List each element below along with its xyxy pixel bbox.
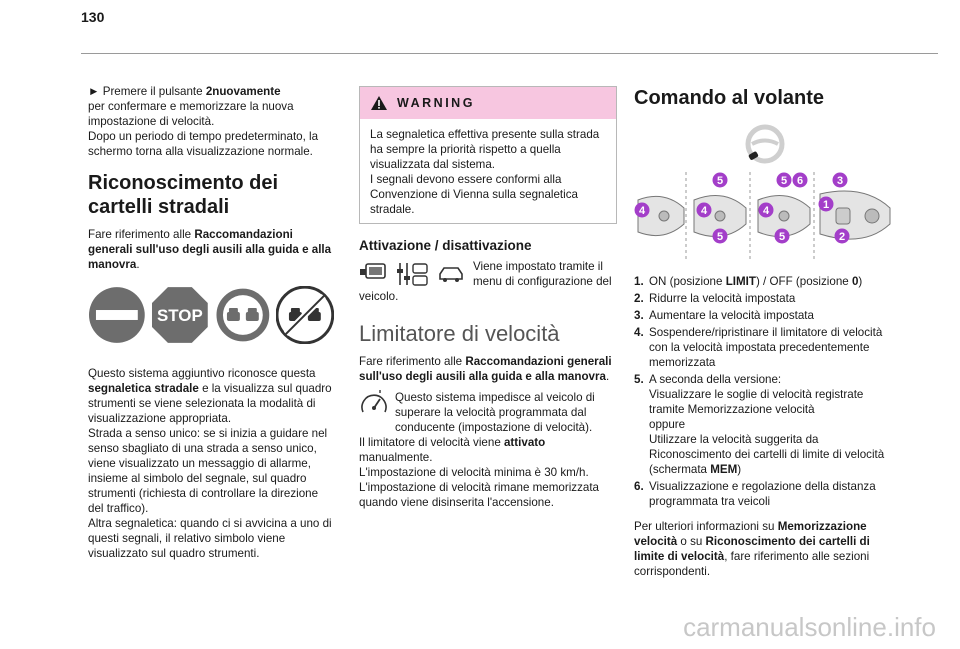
- steering-wheel-icon: [743, 124, 787, 164]
- warning-header: [360, 87, 616, 119]
- callout-label-5: 5: [716, 231, 724, 243]
- list-item: 2. Ridurre la velocità impostata: [634, 292, 796, 305]
- warning-box: [359, 86, 617, 224]
- callout-label-5: 5: [778, 231, 786, 243]
- watermark: carmanualsonline.info: [683, 612, 936, 642]
- callout-label-5: 5: [716, 175, 724, 187]
- end-no-overtaking-sign-icon: [276, 286, 334, 344]
- no-overtaking-sign-icon: [214, 286, 272, 344]
- section-heading-speed-limiter: Limitatore di velocità: [359, 321, 560, 346]
- speed-limiter-gauge-icon: [359, 390, 389, 420]
- list-item: 5. A seconda della versione: Visualizzare le soglie di velocità registrate tramite Memorizzazione velocità oppure Utilizzare la velocità suggerita da Riconoscimento dei cartelli di limite di velocità (schermata MEM): [634, 373, 885, 476]
- callout-label-1: 1: [822, 199, 830, 211]
- list-item: 6. Visualizzazione e regolazione della distanza programmata tra veicoli: [634, 480, 876, 508]
- section-heading-steering-controls: Comando al volante: [634, 87, 825, 109]
- callout-label-5: 5: [780, 175, 788, 187]
- steering-column-controls-illustration: [634, 172, 896, 262]
- settings-sliders-icon: [395, 261, 429, 287]
- footer-paragraph: Per ulteriori informazioni su Memorizzazione velocità o su Riconoscimento dei cartelli di limite di velocità, fare riferimento alle sezioni corrispondenti.: [634, 520, 870, 578]
- config-icons: [359, 261, 465, 287]
- list-item: 4. Sospendere/ripristinare il limitatore di velocità con la velocità impostata precedentemente memorizzata: [634, 326, 883, 369]
- reference-paragraph: Fare riferimento alle Raccomandazioni generali sull'uso degli ausili alla guida e alla manovra.: [88, 228, 332, 271]
- callout-label-2: 2: [838, 231, 846, 243]
- touchscreen-icon: [359, 261, 387, 287]
- paragraph-system: Questo sistema aggiuntivo riconosce questa segnaletica stradale e la visualizza sul quadro strumenti se viene selezionata la modalità di visualizzazione appropriata. Strada a senso unico: se si inizia a guidare nel senso sbagliato di una strada a senso unico, viene visualizzato un messaggio di allarme, insieme al simbolo del segnale, sul quadro strumenti (richiesta di controllare la direzione del traffico). Altra segnaletica: quando ci si avvicina a uno di questi segnali, il relativo simbolo viene visualizzato sul quadro strumenti.: [88, 367, 332, 560]
- column-1: [88, 84, 334, 567]
- warning-title: WARNING: [397, 95, 475, 110]
- arrow-bullet-icon: ►: [88, 85, 100, 98]
- warning-triangle-icon: [370, 95, 388, 111]
- road-signs-row: [88, 286, 334, 344]
- warning-body: La segnaletica effettiva presente sulla strada ha sempre la priorità rispetto a quella visualizzata dal sistema. I segnali devono essere conformi alla Convenzione di Vienna sulla segnaletica stradale.: [370, 128, 600, 216]
- limiter-description: Questo sistema impedisce al veicolo di superare la velocità programmata dal conducente (impostazione di velocità). Il limitatore di velocità viene attivato manualmente. L'impostazione di velocità minima è 30 km/h. L'impostazione di velocità rimane memorizzata quando viene disinserita l'accensione.: [359, 391, 599, 509]
- callout-label-4: 4: [762, 205, 770, 217]
- intro-paragraph: ► Premere il pulsante 2nuovamente per confermare e memorizzare la nuova impostazione di velocità. Dopo un periodo di tempo predeterminato, la schermo torna alla visualizzazione normale.: [88, 85, 319, 158]
- callout-label-3: 3: [836, 175, 844, 187]
- activation-paragraph: Viene impostato tramite il menu di configurazione del veicolo.: [359, 260, 612, 303]
- stop-sign-icon: [151, 286, 209, 344]
- callout-label-4: 4: [700, 205, 708, 217]
- header-rule: [81, 53, 938, 54]
- subheading-activation: Attivazione / disattivazione: [359, 238, 532, 253]
- car-outline-icon: [437, 261, 465, 287]
- svg-text:STOP: STOP: [156, 305, 203, 325]
- callout-label-4: 4: [638, 205, 646, 217]
- no-entry-sign-icon: [88, 286, 146, 344]
- callout-label-6: 6: [796, 175, 804, 187]
- page-number: 130: [81, 9, 105, 25]
- section-heading-traffic-signs: Riconoscimento dei cartelli stradali: [88, 172, 279, 218]
- column-2: [359, 84, 617, 510]
- steering-wheel-small-illustration: [634, 124, 896, 168]
- controls-list: [634, 274, 896, 509]
- list-item: 1. ON (posizione LIMIT) / OFF (posizione 0): [634, 275, 863, 288]
- column-3: [634, 84, 896, 585]
- list-item: 3. Aumentare la velocità impostata: [634, 309, 814, 322]
- reference-paragraph-2: Fare riferimento alle Raccomandazioni generali sull'uso degli ausili alla guida e alla manovra.: [359, 355, 612, 383]
